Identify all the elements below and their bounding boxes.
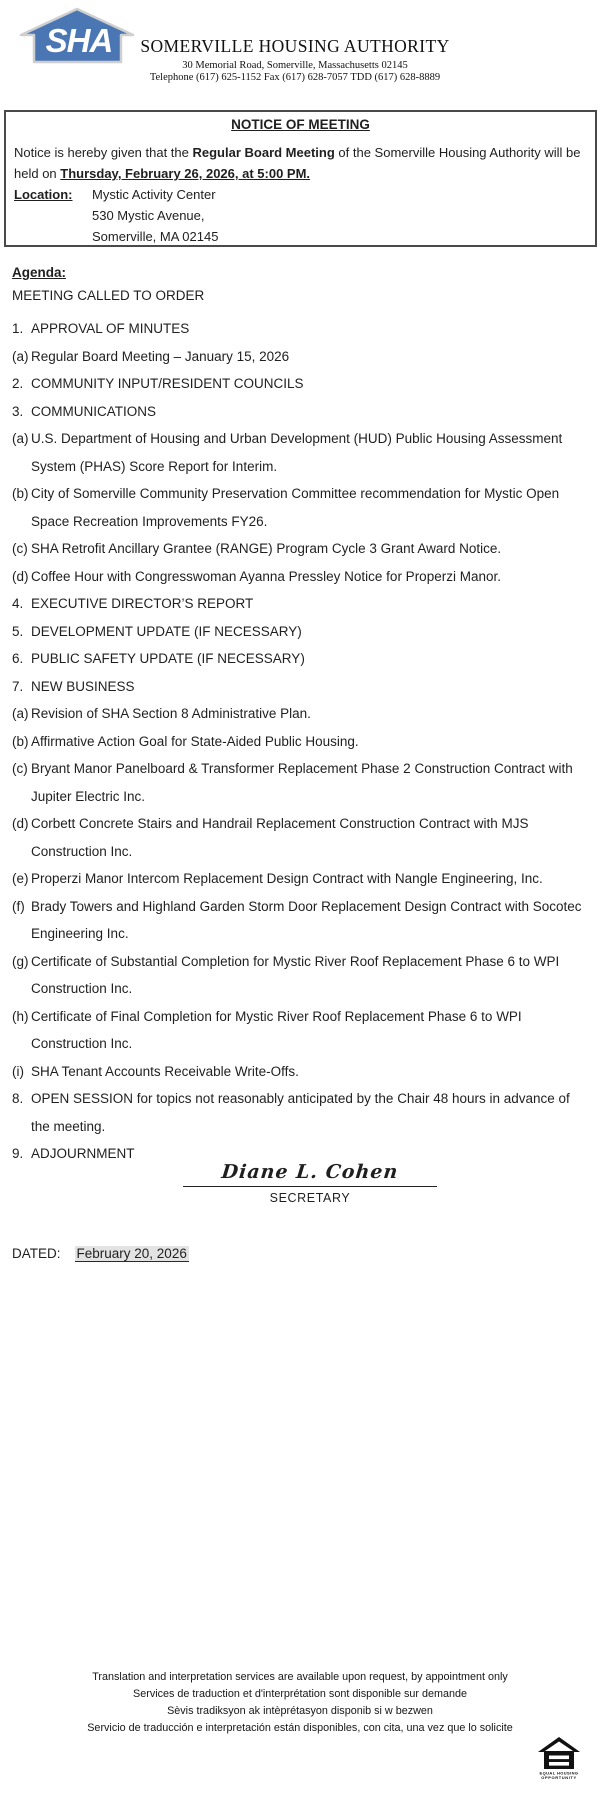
- footer-line: Servicio de traducción e interpretación están disponibles, con cita, una vez que lo solicite: [87, 1722, 513, 1734]
- agenda-item: [12, 673, 586, 701]
- notice-intro-date: Thursday, February 26, 2026, at 5:00 PM.: [60, 166, 311, 181]
- agenda-item: [12, 315, 586, 343]
- dated-value: February 20, 2026: [76, 1246, 187, 1261]
- agenda-item: [12, 700, 586, 728]
- agenda-item-marker: (a): [12, 706, 29, 721]
- agenda-item-marker: 5.: [12, 623, 24, 639]
- notice-title: NOTICE OF MEETING: [231, 117, 370, 132]
- dated-row: [12, 1246, 189, 1261]
- agenda-item-text: PUBLIC SAFETY UPDATE (IF NECESSARY): [31, 651, 305, 666]
- agenda-item: [12, 645, 586, 673]
- agenda-item: [12, 398, 586, 426]
- agenda-item: [12, 563, 586, 591]
- agenda-list: [12, 315, 588, 1168]
- org-contact: Telephone (617) 625-1152 Fax (617) 628-7057 TDD (617) 628-8889: [149, 72, 441, 83]
- notice-intro-bold: Regular Board Meeting: [192, 145, 335, 160]
- agenda-item-text: Certificate of Substantial Completion for Mystic River Roof Replacement Phase 6 to WPI Construction Inc.: [31, 953, 560, 996]
- location-line: Somerville, MA 02145: [92, 229, 219, 244]
- agenda-item: [12, 618, 586, 646]
- letterhead: [75, 36, 515, 83]
- agenda-opening: MEETING CALLED TO ORDER: [12, 288, 205, 303]
- agenda-item-marker: (g): [12, 953, 29, 969]
- agenda-item: [12, 948, 586, 1003]
- location-value: [92, 184, 218, 247]
- signature-line: [183, 1186, 437, 1187]
- agenda-item-text: COMMUNICATIONS: [31, 403, 156, 419]
- agenda-item-marker: (a): [12, 348, 29, 364]
- agenda-item-text: Affirmative Action Goal for State-Aided Public Housing.: [31, 733, 359, 749]
- agenda-item: [12, 810, 586, 865]
- agenda-item: [12, 535, 586, 563]
- agenda-section: [12, 264, 588, 1168]
- agenda-item-marker: (c): [12, 541, 28, 556]
- footer-line: Sèvis tradiksyon ak intèprétasyon disponib si w bezwen: [167, 1705, 433, 1717]
- agenda-item-text: Brady Towers and Highland Garden Storm Door Replacement Design Contract with Socotec Engineering Inc.: [31, 898, 582, 941]
- agenda-item: [12, 1085, 586, 1140]
- dated-label: DATED:: [12, 1246, 61, 1261]
- agenda-item-marker: 7.: [12, 678, 24, 694]
- agenda-item-text: COMMUNITY INPUT/RESIDENT COUNCILS: [31, 376, 304, 391]
- agenda-item: [12, 425, 586, 480]
- agenda-item-text: Certificate of Final Completion for Mystic River Roof Replacement Phase 6 to WPI Construction Inc.: [31, 1008, 522, 1051]
- location-row: [14, 184, 587, 247]
- agenda-item-text: U.S. Department of Housing and Urban Development (HUD) Public Housing Assessment System (PHAS) Score Report for Interim.: [31, 431, 563, 474]
- agenda-item: [12, 1003, 586, 1058]
- agenda-item-text: SHA Retrofit Ancillary Grantee (RANGE) Program Cycle 3 Grant Award Notice.: [31, 541, 502, 556]
- agenda-item-marker: (d): [12, 568, 29, 584]
- agenda-item-text: NEW BUSINESS: [31, 678, 135, 694]
- agenda-item-marker: (a): [12, 431, 29, 446]
- agenda-item: [12, 728, 586, 756]
- agenda-item-text: APPROVAL OF MINUTES: [31, 321, 190, 336]
- location-line: 530 Mystic Avenue,: [92, 208, 205, 223]
- agenda-item-text: OPEN SESSION for topics not reasonably anticipated by the Chair 48 hours in advance of the meeting.: [31, 1091, 570, 1134]
- agenda-item-text: Coffee Hour with Congresswoman Ayanna Pressley Notice for Properzi Manor.: [31, 568, 501, 584]
- agenda-item-marker: (d): [12, 816, 29, 831]
- agenda-item-text: Bryant Manor Panelboard & Transformer Replacement Phase 2 Construction Contract with Jupiter Electric Inc.: [31, 761, 573, 804]
- agenda-label: Agenda:: [12, 265, 66, 280]
- agenda-item-text: Properzi Manor Intercom Replacement Design Contract with Nangle Engineering, Inc.: [31, 871, 543, 886]
- agenda-item: [12, 370, 586, 398]
- agenda-item-marker: (h): [12, 1008, 29, 1024]
- agenda-item-marker: 9.: [12, 1146, 24, 1161]
- agenda-item-marker: 3.: [12, 403, 24, 419]
- notice-intro: [14, 142, 587, 184]
- agenda-item-marker: (b): [12, 486, 29, 501]
- agenda-item-marker: (f): [12, 898, 25, 914]
- location-label: Location:: [14, 187, 73, 202]
- footer-lines: [0, 1669, 600, 1737]
- agenda-item-marker: (c): [12, 761, 28, 776]
- agenda-item-marker: 2.: [12, 376, 24, 391]
- footer-line: Services de traduction et d'interprétation sont disponible sur demande: [133, 1688, 467, 1700]
- agenda-item-text: Corbett Concrete Stairs and Handrail Replacement Construction Contract with MJS Construction Inc.: [31, 816, 529, 859]
- signature-name: Diane L. Cohen: [220, 1161, 400, 1183]
- agenda-item-marker: (i): [12, 1063, 24, 1079]
- notice-box: [4, 110, 597, 247]
- agenda-item: [12, 343, 586, 371]
- agenda-item-text: EXECUTIVE DIRECTOR’S REPORT: [31, 596, 254, 611]
- agenda-item: [12, 480, 586, 535]
- agenda-item-marker: 8.: [12, 1091, 24, 1106]
- agenda-item: [12, 590, 586, 618]
- agenda-item-text: City of Somerville Community Preservation Committee recommendation for Mystic Open Space Recreation Improvements FY26.: [31, 486, 560, 529]
- org-name: SOMERVILLE HOUSING AUTHORITY: [140, 36, 450, 56]
- equal-housing-opportunity-icon: [538, 1737, 580, 1782]
- footer-line: Translation and interpretation services are available upon request, by appointment only: [92, 1671, 508, 1683]
- agenda-item-text: Revision of SHA Section 8 Administrative Plan.: [31, 706, 311, 721]
- agenda-item: [12, 1058, 586, 1086]
- agenda-item-marker: 1.: [12, 321, 24, 336]
- agenda-item-marker: 4.: [12, 596, 24, 611]
- agenda-item-marker: (b): [12, 733, 29, 749]
- eho-label-line1: EQUAL HOUSING: [539, 1770, 579, 1776]
- signature-block: [183, 1158, 437, 1205]
- signature-title: SECRETARY: [269, 1191, 351, 1205]
- agenda-item: [12, 755, 586, 810]
- notice-intro-prefix: Notice is hereby given that the: [14, 145, 193, 160]
- agenda-item: [12, 865, 586, 893]
- sha-logo-text: SHA: [45, 22, 113, 59]
- notice-intro-middle: of the Somerville Housing Authority will be held on: [14, 145, 581, 181]
- eho-label-line2: OPPORTUNITY: [541, 1775, 577, 1780]
- agenda-item-text: ADJOURNMENT: [31, 1146, 135, 1161]
- agenda-item-text: SHA Tenant Accounts Receivable Write-Offs.: [31, 1063, 299, 1079]
- agenda-item-marker: 6.: [12, 651, 24, 666]
- location-line: Mystic Activity Center: [92, 187, 216, 202]
- agenda-item: [12, 893, 586, 948]
- agenda-item-text: Regular Board Meeting – January 15, 2026: [31, 348, 290, 364]
- agenda-item-marker: (e): [12, 871, 29, 886]
- org-address: 30 Memorial Road, Somerville, Massachusetts 02145: [182, 60, 408, 71]
- agenda-item-text: DEVELOPMENT UPDATE (IF NECESSARY): [31, 623, 302, 639]
